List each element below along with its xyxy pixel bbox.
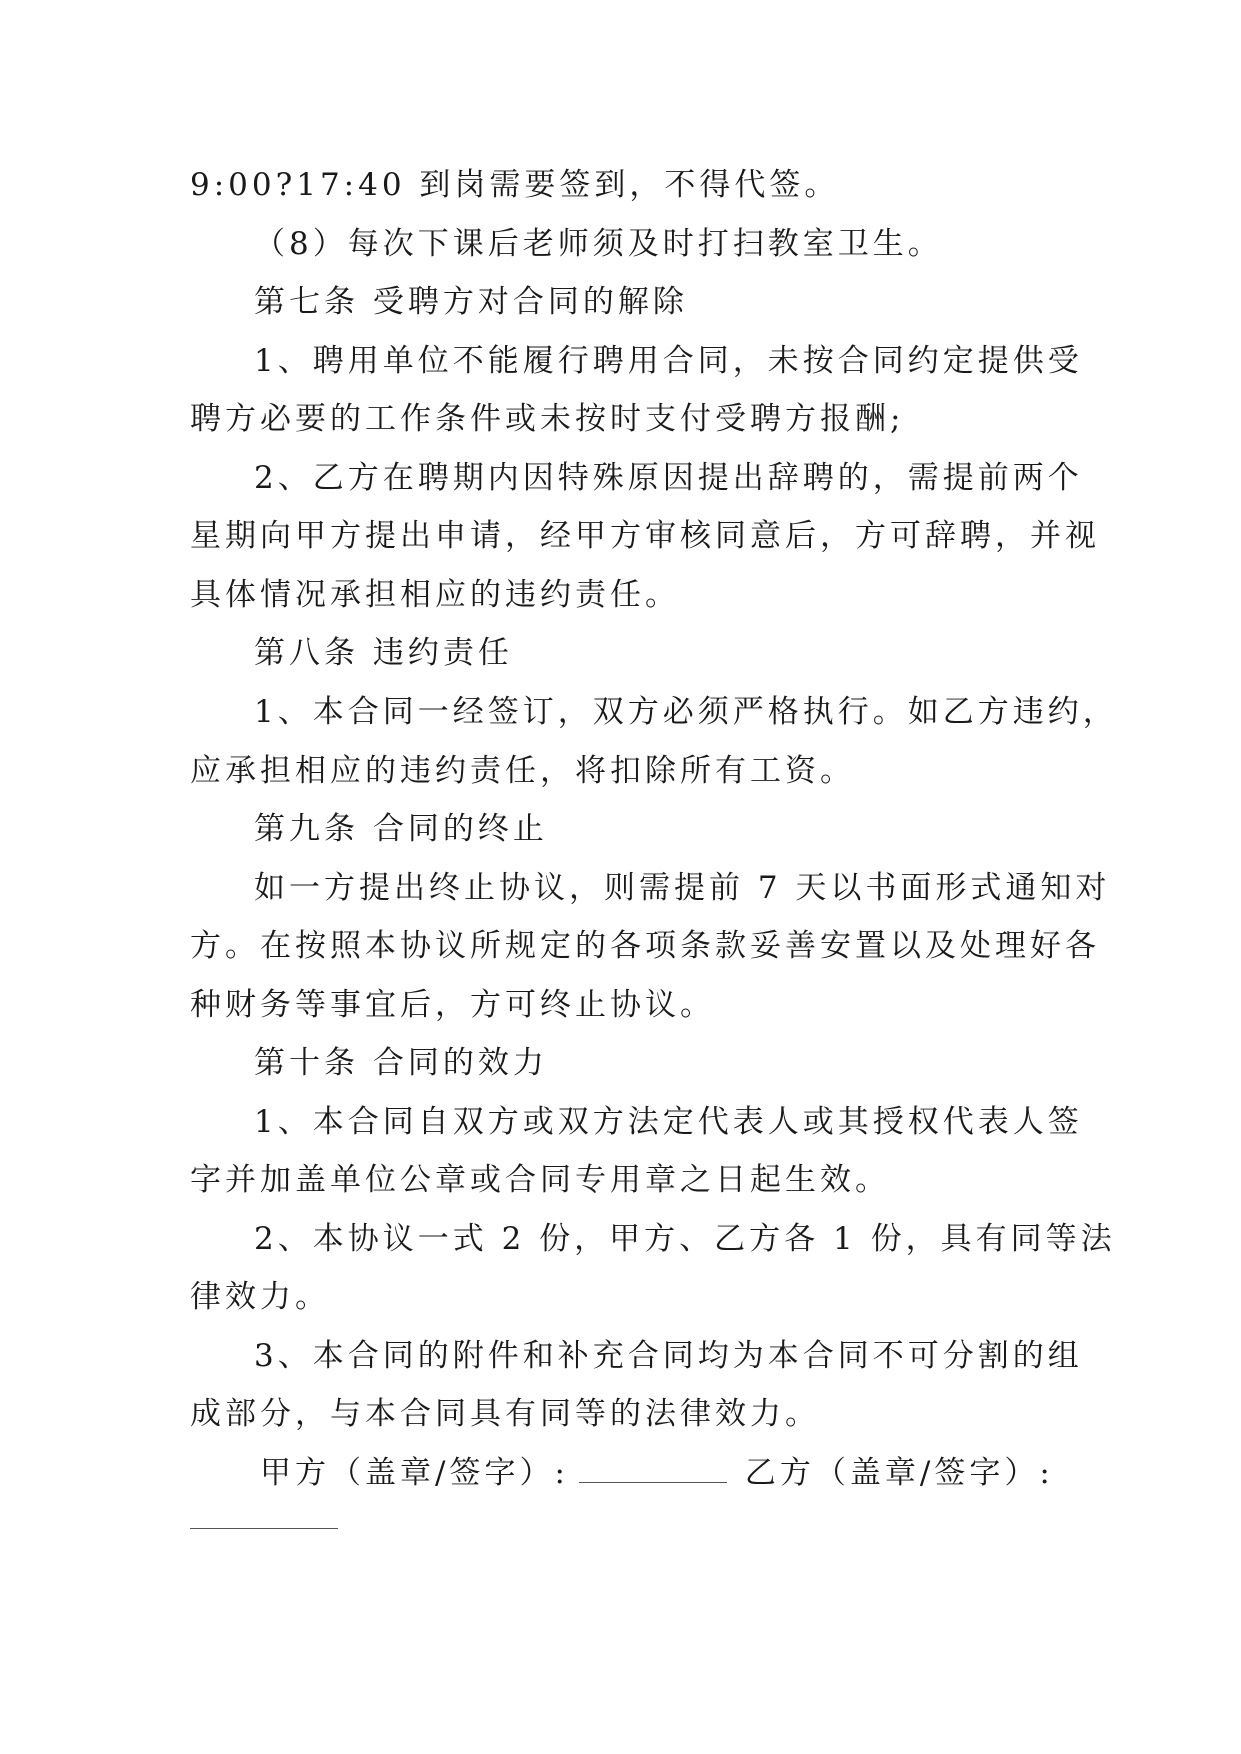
text-line: 如一方提出终止协议，则需提前 7 天以书面形式通知对 xyxy=(254,870,1111,906)
signature-line xyxy=(260,1453,1054,1493)
section-heading: 第七条 受聘方对合同的解除 xyxy=(254,284,688,320)
text-line: 律效力。 xyxy=(190,1279,330,1315)
text-line: 2、本协议一式 2 份，甲方、乙方各 1 份，具有同等法 xyxy=(254,1221,1116,1257)
text-line: 1、聘用单位不能履行聘用合同，未按合同约定提供受 xyxy=(254,343,1083,379)
party-a-signature-label: 甲方（盖章/签字）: xyxy=(260,1455,569,1491)
party-b-signature-label: 乙方（盖章/签字）: xyxy=(744,1455,1054,1491)
text-line: 2、乙方在聘期内因特殊原因提出辞聘的，需提前两个 xyxy=(254,460,1083,496)
text-line: 3、本合同的附件和补充合同均为本合同不可分割的组 xyxy=(254,1338,1083,1374)
section-heading: 第八条 违约责任 xyxy=(254,635,513,671)
text-line: 1、本合同自双方或双方法定代表人或其授权代表人签 xyxy=(254,1104,1083,1140)
section-heading: 第十条 合同的效力 xyxy=(254,1045,548,1081)
text-line: 方。在按照本协议所规定的各项条款妥善安置以及处理好各 xyxy=(190,928,1100,964)
text-line: 应承担相应的违约责任，将扣除所有工资。 xyxy=(190,753,855,789)
text-line: 1、本合同一经签订，双方必须严格执行。如乙方违约， xyxy=(254,694,1118,730)
text-line: 9:00?17:40 到岗需要签到，不得代签。 xyxy=(190,167,840,203)
text-line: 成部分，与本合同具有同等的法律效力。 xyxy=(190,1396,820,1432)
party-b-signature-blank xyxy=(190,1514,338,1529)
party-a-signature-blank xyxy=(579,1456,727,1483)
section-heading: 第九条 合同的终止 xyxy=(254,811,548,847)
text-line: 聘方必要的工作条件或未按时支付受聘方报酬; xyxy=(190,401,905,437)
text-line: 字并加盖单位公章或合同专用章之日起生效。 xyxy=(190,1162,890,1198)
text-line: （8）每次下课后老师须及时打扫教室卫生。 xyxy=(254,226,943,262)
text-line: 种财务等事宜后，方可终止协议。 xyxy=(190,987,715,1023)
text-line: 具体情况承担相应的违约责任。 xyxy=(190,577,680,613)
text-line: 星期向甲方提出申请，经甲方审核同意后，方可辞聘，并视 xyxy=(190,518,1100,554)
